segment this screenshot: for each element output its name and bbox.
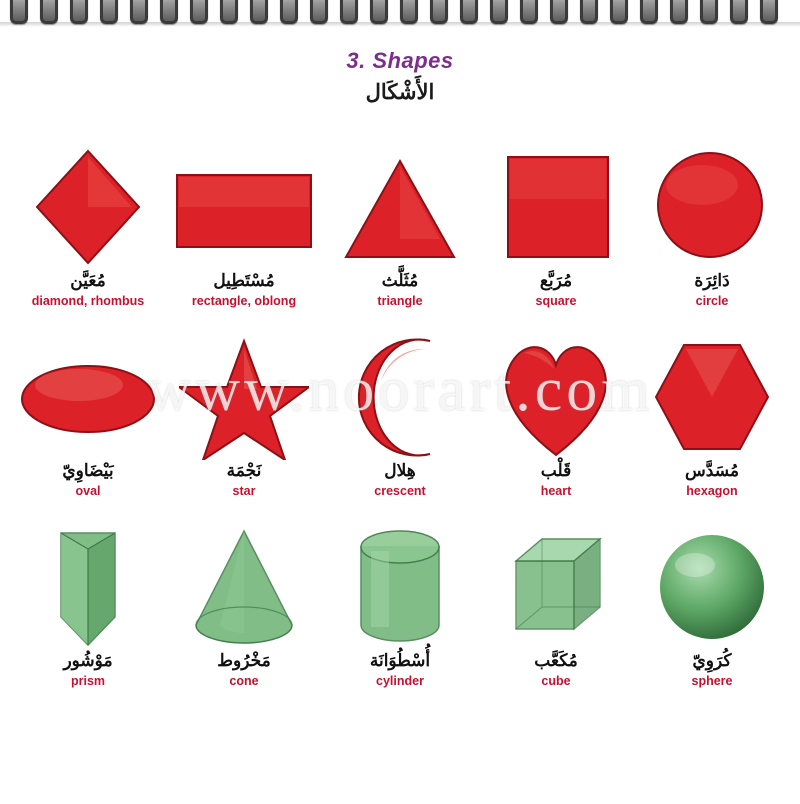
spiral-ring — [70, 0, 88, 24]
spiral-ring — [610, 0, 628, 24]
shape-cell-prism — [13, 525, 163, 689]
shape-cell-oval — [13, 335, 163, 499]
shape-cell-rectangle — [169, 145, 319, 309]
shape-label-arabic: أُسْطُوَانَة — [369, 650, 431, 670]
spiral-ring — [460, 0, 478, 24]
shape-label-arabic: نَجْمَة — [226, 460, 262, 480]
shape-label-arabic: قَلْب — [540, 460, 572, 480]
spiral-ring — [490, 0, 508, 24]
star-shape-icon — [169, 335, 319, 460]
shape-label-arabic: مُعَيَّن — [70, 270, 106, 290]
spiral-ring — [370, 0, 388, 24]
watermark-text: www.noorart.com — [146, 356, 654, 424]
spiral-ring — [340, 0, 358, 24]
shape-label-arabic: مَوْشُور — [63, 650, 113, 670]
spiral-ring — [580, 0, 598, 24]
spiral-ring — [670, 0, 688, 24]
spiral-ring — [190, 0, 208, 24]
oval-shape-icon — [13, 335, 163, 460]
spiral-ring — [160, 0, 178, 24]
shape-label-arabic: مُرَبَّع — [539, 270, 573, 290]
shapes-grid — [0, 119, 800, 689]
shape-cell-heart — [481, 335, 631, 499]
spiral-ring — [700, 0, 718, 24]
shape-label-arabic: مُسْتَطِيل — [213, 270, 275, 290]
spiral-ring — [40, 0, 58, 24]
spiral-ring — [760, 0, 778, 24]
spiral-ring — [130, 0, 148, 24]
shape-cell-cylinder — [325, 525, 475, 689]
shape-cell-star — [169, 335, 319, 499]
shape-label-arabic: كُرَوِيّ — [692, 650, 732, 670]
shapes-row — [0, 499, 800, 689]
spiral-ring — [10, 0, 28, 24]
spiral-ring — [100, 0, 118, 24]
shape-label-english: prism — [70, 674, 106, 689]
shape-label-english: cube — [541, 674, 571, 689]
cone-shape-icon — [169, 525, 319, 650]
shape-cell-cone — [169, 525, 319, 689]
spiral-ring — [640, 0, 658, 24]
spiral-ring — [310, 0, 328, 24]
shape-label-english: cylinder — [376, 674, 424, 689]
shape-cell-triangle — [325, 145, 475, 309]
prism-shape-icon — [13, 525, 163, 650]
spiral-ring — [280, 0, 298, 24]
shape-label-english: star — [232, 484, 256, 499]
page-title-arabic: الأَشْكَال — [365, 81, 435, 104]
shape-label-english: oval — [75, 484, 101, 499]
triangle-shape-icon — [325, 145, 475, 270]
shape-label-english: heart — [540, 484, 572, 499]
sphere-shape-icon — [637, 525, 787, 650]
shape-label-english: hexagon — [686, 484, 738, 499]
spiral-ring — [220, 0, 238, 24]
shape-label-arabic: بَيْضَاوِيّ — [62, 460, 114, 480]
spiral-ring — [430, 0, 448, 24]
hexagon-shape-icon — [637, 335, 787, 460]
shape-cell-cube — [481, 525, 631, 689]
spiral-ring — [520, 0, 538, 24]
shape-label-arabic: مَخْرُوط — [217, 650, 271, 670]
shape-label-english: sphere — [691, 674, 733, 689]
spiral-ring — [730, 0, 748, 24]
cube-shape-icon — [481, 525, 631, 650]
crescent-shape-icon — [325, 335, 475, 460]
shape-cell-crescent — [325, 335, 475, 499]
square-shape-icon — [481, 145, 631, 270]
shape-label-english: diamond, rhombus — [31, 294, 145, 309]
circle-shape-icon — [637, 145, 787, 270]
shape-label-arabic: دَائِرَة — [694, 270, 730, 290]
shape-cell-sphere — [637, 525, 787, 689]
shape-label-english: crescent — [374, 484, 426, 499]
shape-label-english: circle — [695, 294, 729, 309]
shape-label-english: cone — [229, 674, 259, 689]
shape-cell-diamond — [13, 145, 163, 309]
spiral-binding — [0, 0, 800, 30]
shape-label-arabic: مُثَلَّث — [381, 270, 419, 290]
spiral-ring — [400, 0, 418, 24]
rectangle-shape-icon — [169, 145, 319, 270]
shape-label-english: rectangle, oblong — [191, 294, 297, 309]
heart-shape-icon — [481, 335, 631, 460]
diamond-shape-icon — [13, 145, 163, 270]
shapes-row — [0, 119, 800, 309]
shape-cell-circle — [637, 145, 787, 309]
worksheet-page — [0, 26, 800, 804]
page-title-english: 3. Shapes — [346, 48, 454, 73]
shape-label-english: square — [535, 294, 577, 309]
shape-label-arabic: مُسَدَّس — [685, 460, 739, 480]
shape-cell-square — [481, 145, 631, 309]
shape-cell-hexagon — [637, 335, 787, 499]
shape-label-english: triangle — [377, 294, 423, 309]
shape-label-arabic: هِلال — [384, 460, 416, 480]
spiral-ring — [250, 0, 268, 24]
cylinder-shape-icon — [325, 525, 475, 650]
shapes-row — [0, 309, 800, 499]
shape-label-arabic: مُكَعَّب — [534, 650, 578, 670]
spiral-ring — [550, 0, 568, 24]
